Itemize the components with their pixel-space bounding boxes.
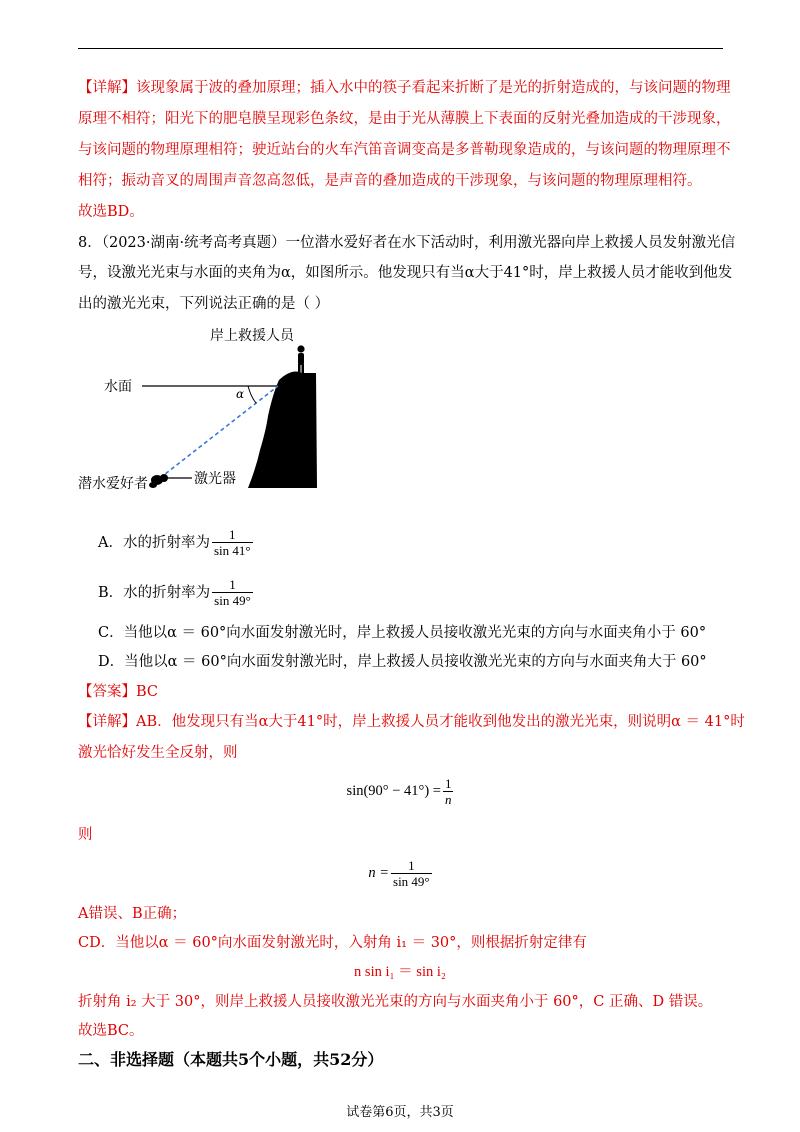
equation-1-numerator: 1 xyxy=(444,775,452,791)
option-b-text: B．水的折射率为 xyxy=(98,585,211,601)
option-b-denominator: sin 49° xyxy=(214,593,251,608)
question-8-line-2: 号，设激光光束与水面的夹角为α，如图所示。他发现只有当α大于41°时，岸上救援人员才能收到他发 xyxy=(78,265,733,281)
prev-explain-line-2: 原理不相符；阳光下的肥皂膜呈现彩色条纹，是由于光从薄膜上下表面的反射光叠加造成的干涉现象， xyxy=(78,111,731,127)
equation-2-numerator: 1 xyxy=(408,857,415,873)
water-surface-label: 水面 xyxy=(104,379,132,395)
explain-line-1: 【详解】AB．他发现只有当α大于41°时，岸上救援人员才能收到他发出的激光光束，则说明α ＝ 41°时 xyxy=(78,714,745,730)
equation-2-denominator: sin 49° xyxy=(393,873,430,889)
equation-2-left: n = xyxy=(368,865,390,881)
prev-explain-line-1: 【详解】该现象属于波的叠加原理；插入水中的筷子看起来折断了是光的折射造成的，与该问题的物理 xyxy=(78,80,731,96)
question-8-line-1: 8．（2023·湖南·统考高考真题）一位潜水爱好者在水下活动时，利用激光器向岸上救援人员发射激光信 xyxy=(78,235,736,251)
equation-2 xyxy=(0,858,800,889)
explain-line-3: A错误、B正确； xyxy=(78,906,187,922)
option-b-fraction xyxy=(212,578,253,608)
option-a-denominator: sin 41° xyxy=(213,543,251,558)
option-a-text: A．水的折射率为 xyxy=(98,535,210,551)
explain-line-4: CD．当他以α ＝ 60°向水面发射激光时，入射角 i₁ ＝ 30°，则根据折射定律有 xyxy=(78,935,587,951)
option-d: D．当他以α ＝ 60°向水面发射激光时，岸上救援人员接收激光光束的方向与水面夹角大于 60° xyxy=(98,654,707,670)
rescuer-label: 岸上救援人员 xyxy=(210,328,294,344)
option-c: C．当他以α ＝ 60°向水面发射激光时，岸上救援人员接收激光光束的方向与水面夹角小于 60° xyxy=(98,625,707,641)
diver-figure xyxy=(149,474,168,488)
option-a-numerator: 1 xyxy=(229,527,236,542)
explain-line-2: 激光恰好发生全反射，则 xyxy=(78,745,238,761)
page-footer: 试卷第6页，共3页 xyxy=(346,1105,454,1120)
explain-line-5: 折射角 i₂ 大于 30°，则岸上救援人员接收激光光束的方向与水面夹角小于 60°，C 正确、D 错误。 xyxy=(78,994,713,1010)
section-heading: 二、非选择题（本题共5个小题，共52分） xyxy=(78,1050,384,1069)
angle-arc xyxy=(248,386,256,403)
rescuer-figure xyxy=(297,345,304,373)
option-b-numerator: 1 xyxy=(229,577,236,592)
prev-explain-line-4: 相符；振动音叉的周围声音忽高忽低，是声音的叠加造成的干涉现象，与该问题的物理原理相符。 xyxy=(78,173,702,189)
diving-laser-figure xyxy=(70,318,350,498)
prev-explain-conclusion: 故选BD。 xyxy=(78,204,144,220)
explain-conclusion: 故选BC。 xyxy=(78,1023,144,1039)
cliff-shape xyxy=(248,372,317,488)
option-b xyxy=(98,578,253,608)
question-8-line-3: 出的激光光束，下列说法正确的是（ ） xyxy=(78,296,330,312)
angle-alpha-label: α xyxy=(236,387,245,401)
equation-1-denominator: n xyxy=(444,791,452,807)
prev-explain-line-3: 与该问题的物理原理相符；驶近站台的火车汽笛音调变高是多普勒现象造成的，与该问题的物理原理不 xyxy=(78,142,731,158)
laser-label: 激光器 xyxy=(194,471,236,487)
answer-line: 【答案】BC xyxy=(78,684,159,700)
header-rule xyxy=(78,48,723,49)
option-a xyxy=(98,528,253,558)
equation-1 xyxy=(0,776,800,807)
then-label: 则 xyxy=(78,827,93,843)
equation-3: n sin i₁ ＝ sin i₂ xyxy=(354,964,446,980)
equation-1-left: sin(90° − 41°) = xyxy=(346,783,441,799)
option-a-fraction xyxy=(212,528,253,558)
equation-2-fraction xyxy=(391,859,432,889)
diver-label: 潜水爱好者 xyxy=(78,476,148,492)
equation-1-fraction xyxy=(443,777,454,807)
